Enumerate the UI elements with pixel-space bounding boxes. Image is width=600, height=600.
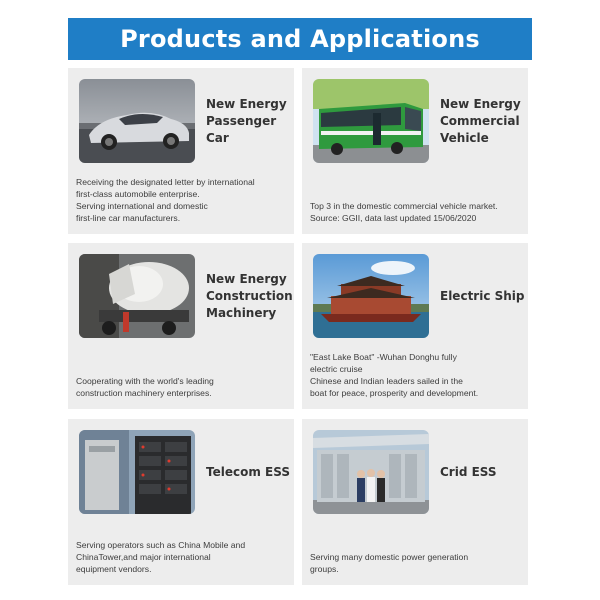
- telecom-ess-image: [79, 430, 195, 514]
- page-title-banner: [68, 18, 532, 60]
- card-electric-ship: [302, 243, 528, 409]
- commercial-vehicle-image: [313, 79, 429, 163]
- card-passenger-car: [68, 68, 294, 234]
- electric-ship-image: [313, 254, 429, 338]
- card-title: New Energy Construction Machinery: [206, 271, 293, 320]
- card-title: Crid ESS: [440, 464, 497, 479]
- card-description: Cooperating with the world's leading construction machinery enterprises.: [76, 376, 214, 398]
- card-commercial-vehicle: [302, 68, 528, 234]
- passenger-car-image: [79, 79, 195, 163]
- card-construction-machinery: [68, 243, 294, 409]
- card-description: Receiving the designated letter by international first-class automobile enterprise. Serving international and domestic first-line car manufacturers.: [76, 177, 255, 223]
- card-title: New Energy Passenger Car: [206, 96, 287, 145]
- card-title: New Energy Commercial Vehicle: [440, 96, 521, 145]
- card-description: "East Lake Boat" -Wuhan Donghu fully electric cruise Chinese and Indian leaders sailed in the boat for peace, prosperity and development.: [310, 352, 479, 398]
- card-telecom-ess: [68, 419, 294, 585]
- crid-ess-image: [313, 430, 429, 514]
- card-description: Serving many domestic power generation groups.: [310, 552, 469, 574]
- card-title: Electric Ship: [440, 288, 525, 303]
- page-title: Products and Applications: [120, 25, 480, 53]
- construction-machinery-image: [79, 254, 195, 338]
- card-title: Telecom ESS: [206, 464, 290, 479]
- card-crid-ess: [302, 419, 528, 585]
- card-description: Top 3 in the domestic commercial vehicle market. Source: GGII, data last updated 15/06/2020: [310, 201, 498, 223]
- card-description: Serving operators such as China Mobile and ChinaTower,and major international equipment vendors.: [76, 540, 246, 574]
